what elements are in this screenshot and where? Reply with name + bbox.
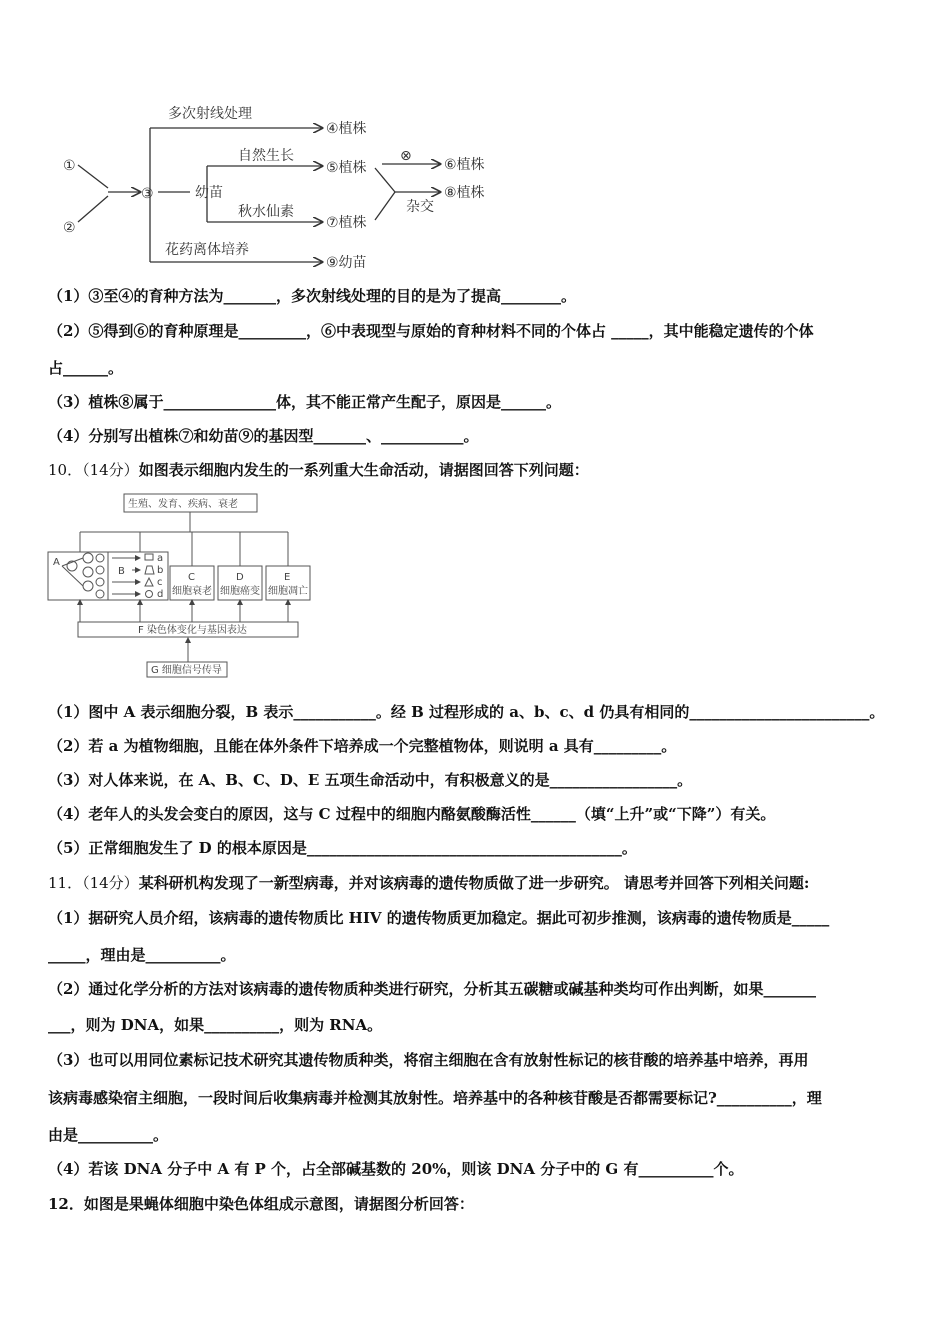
label-c-sub: 细胞衰老 xyxy=(172,586,212,597)
q9-part4: （4）分别写出植株⑦和幼苗⑨的基因型_______、___________。 xyxy=(48,427,479,445)
q9-part1: （1）③至④的育种方法为_______，多次射线处理的目的是为了提高________。 xyxy=(48,287,576,305)
q10-part5: （5）正常细胞发生了 D 的根本原因是__________________________________________。 xyxy=(48,839,637,857)
label-e-sub: 细胞凋亡 xyxy=(268,586,308,597)
q9-part3: （3）植株⑧属于_______________体，其不能正常产生配子，原因是______。 xyxy=(48,393,561,411)
q11-stem: 某科研机构发现了一新型病毒，并对该病毒的遗传物质做了进一步研究。 请思考并回答下列相关问题: xyxy=(138,874,810,892)
label-e: E xyxy=(284,572,291,583)
label-f: F 染色体变化与基因表达 xyxy=(138,625,247,636)
label-d-sub: 细胞癌变 xyxy=(220,586,260,597)
q10-number: 10．（14分） xyxy=(48,461,139,479)
q11-part2a: （2）通过化学分析的方法对该病毒的遗传物质种类进行研究，分析其五碳糖或碱基种类均可作出判断，如果_______ xyxy=(48,980,816,998)
label-n2: ② xyxy=(63,220,76,236)
q9-part2b: 占______。 xyxy=(48,359,124,377)
label-small-a: a xyxy=(157,553,164,564)
label-plant4: ④植株 xyxy=(326,121,367,137)
label-colchicine: 秋水仙素 xyxy=(238,204,294,220)
q10-part2: （2）若 a 为植物细胞，且能在体外条件下培养成一个完整植物体，则说明 a 具有_________。 xyxy=(48,737,677,755)
label-a: A xyxy=(53,557,60,568)
label-top: 生殖、发育、疾病、衰老 xyxy=(128,499,238,510)
q11-part1a: （1）据研究人员介绍，该病毒的遗传物质比 HIV 的遗传物质更加稳定。据此可初步推测，该病毒的遗传物质是_____ xyxy=(48,909,830,927)
label-n3: ③ xyxy=(141,186,154,202)
label-plant6: ⑥植株 xyxy=(444,157,485,173)
q11-part3a: （3）也可以用同位素标记技术研究其遗传物质种类，将宿主细胞在含有放射性标记的核苷酸的培养基中培养，再用 xyxy=(48,1051,809,1069)
label-plant7: ⑦植株 xyxy=(326,215,367,231)
label-b: B xyxy=(118,566,125,577)
q11-part2b: ___，则为 DNA，如果__________，则为 RNA。 xyxy=(48,1016,383,1034)
q12-line: 12．如图是果蝇体细胞中染色体组成示意图，请据图分析回答： xyxy=(48,1195,474,1213)
label-c: C xyxy=(188,572,195,583)
q11-part3c: 由是__________。 xyxy=(48,1126,169,1144)
label-small-d: d xyxy=(157,589,164,600)
label-hybridization: 杂交 xyxy=(406,199,434,215)
q10-stem: 如图表示细胞内发生的一系列重大生命活动，请据图回答下列问题： xyxy=(138,461,589,479)
label-plant8: ⑧植株 xyxy=(444,185,485,201)
label-selfing: ⊗ xyxy=(400,148,412,164)
label-multi-radiation: 多次射线处理 xyxy=(168,106,252,122)
q10-part1: （1）图中 A 表示细胞分裂，B 表示___________。经 B 过程形成的 a、b、c、d 仍具有相同的________________________。 xyxy=(48,703,885,721)
label-natural-growth: 自然生长 xyxy=(238,148,294,164)
q11-part3b: 该病毒感染宿主细胞，一段时间后收集病毒并检测其放射性。培养基中的各种核苷酸是否都需要标记?__________，理 xyxy=(48,1089,822,1107)
q10-part3: （3）对人体来说，在 A、B、C、D、E 五项生命活动中，有积极意义的是_________________。 xyxy=(48,771,693,789)
label-small-b: b xyxy=(157,565,164,576)
label-g: G 细胞信号传导 xyxy=(151,665,222,676)
q11-number: 11．（14分） xyxy=(48,874,139,892)
label-anther-culture: 花药离体培养 xyxy=(165,242,249,258)
q11-heading xyxy=(48,873,809,893)
q10-part4: （4）老年人的头发会变白的原因，这与 C 过程中的细胞内酪氨酸酶活性______（填“上升”或“下降”）有关。 xyxy=(48,805,776,823)
label-seedling9: ⑨幼苗 xyxy=(326,255,367,271)
label-d: D xyxy=(236,572,244,583)
q11-part1b: _____，理由是__________。 xyxy=(48,946,236,964)
label-n1: ① xyxy=(63,158,76,174)
label-seedling: 幼苗 xyxy=(195,185,223,201)
q11-part4: （4）若该 DNA 分子中 A 有 P 个，占全部碱基数的 20%，则该 DNA 分子中的 G 有__________个。 xyxy=(48,1160,744,1178)
label-small-c: c xyxy=(157,577,163,588)
label-plant5: ⑤植株 xyxy=(326,160,367,176)
q9-part2a: （2）⑤得到⑥的育种原理是_________，⑥中表现型与原始的育种材料不同的个体占 _____，其中能稳定遗传的个体 xyxy=(48,322,814,340)
